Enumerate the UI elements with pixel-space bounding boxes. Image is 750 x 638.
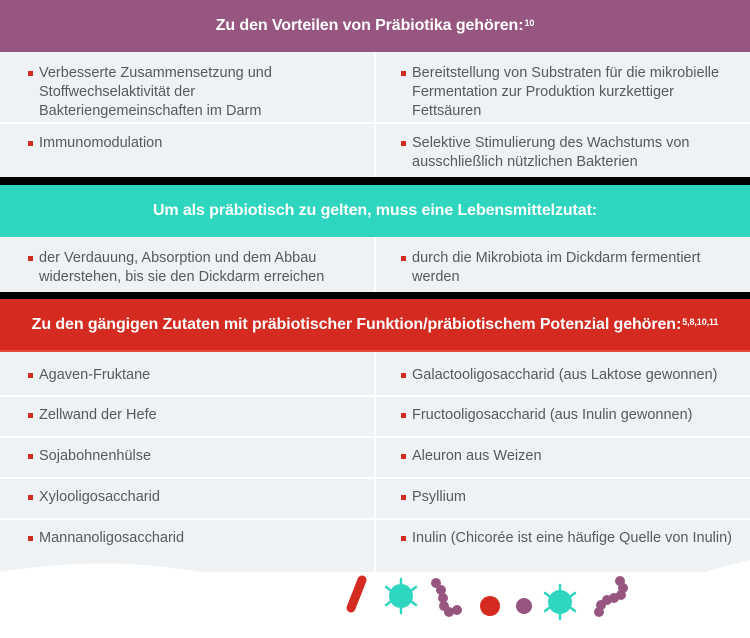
list-item-text: Inulin (Chicorée ist eine häufige Quelle von Inulin) [412,530,732,546]
bullet-icon [401,454,406,459]
bullet-icon [28,413,33,418]
bullet-icon [401,413,406,418]
table-row [0,124,750,177]
list-item-text: der Verdauung, Absorption und dem Abbau widerstehen, bis sie den Dickdarm erreichen [39,250,325,285]
footnote-ref: 5,8,10,11 [682,316,719,327]
benefits-table [0,52,750,177]
table-row [0,237,750,292]
list-item-text: Sojabohnenhülse [39,448,152,464]
ingredients-table [0,352,750,572]
bullet-icon [401,495,406,500]
bullet-icon [401,71,406,76]
list-item [412,134,732,172]
list-item-text: Verbesserte Zusammensetzung und Stoffwechselaktivität der Bakteriengemeinschaften im Darm [39,65,272,119]
section-header-benefits [0,0,750,52]
list-item [412,366,732,385]
table-row [0,397,750,436]
bullet-icon [401,256,406,261]
list-item [412,406,732,425]
list-item-text: Selektive Stimulierung des Wachstums von ausschließlich nützlichen Bakterien [412,135,690,170]
chain-bacterium-icon [594,576,628,617]
list-item-text: durch die Mikrobiota im Dickdarm fermentiert werden [412,250,701,285]
list-item [39,249,359,287]
list-item [412,64,732,121]
list-item-text: Psyllium [412,489,466,505]
section-header-ingredients [0,299,750,352]
list-item-text: Agaven-Fruktane [39,367,151,383]
chain-bacterium-icon [431,578,462,617]
coccus-purple-icon [516,598,532,614]
list-item [39,134,359,153]
bacteria-illustration [0,540,750,638]
bullet-icon [28,256,33,261]
spiky-virus-icon [545,585,575,619]
footnote-ref: 10 [524,18,535,28]
bullet-icon [401,373,406,378]
rod-bacterium-icon [351,580,362,608]
list-item-text: Mannanoligosaccharid [39,530,185,546]
coccus-red-icon [480,596,500,616]
bullet-icon [28,454,33,459]
spiky-virus-icon [386,579,416,613]
table-row [0,352,750,394]
criteria-table [0,237,750,292]
list-item [39,488,359,507]
list-item [39,447,359,466]
list-item-text: Galactooligosaccharid (aus Laktose gewonnen) [412,367,718,383]
list-item [39,406,359,425]
list-item [412,447,732,466]
list-item-text: Xylooligosaccharid [39,489,160,505]
table-row [0,479,750,518]
bullet-icon [28,141,33,146]
section-title: Zu den Vorteilen von Präbiotika gehören: [215,17,524,34]
section-title: Um als präbiotisch zu gelten, muss eine Lebensmittelzutat: [152,202,598,219]
table-row [0,52,750,122]
bullet-icon [28,373,33,378]
list-item [412,488,732,507]
list-item [39,64,359,121]
bullet-icon [28,71,33,76]
section-header-criteria [0,185,750,237]
separator-bar [0,292,750,299]
list-item [412,249,732,287]
bullet-icon [401,141,406,146]
bullet-icon [28,495,33,500]
list-item-text: Zellwand der Hefe [39,407,157,423]
list-item-text: Aleuron aus Weizen [412,448,542,464]
separator-bar [0,177,750,185]
section-title: Zu den gängigen Zutaten mit präbiotischer Funktion/präbiotischem Potenzial gehören: [31,315,682,333]
list-item-text: Fructooligosaccharid (aus Inulin gewonnen) [412,407,693,423]
list-item-text: Immunomodulation [39,135,163,151]
list-item [39,366,359,385]
table-row [0,438,750,477]
list-item-text: Bereitstellung von Substraten für die mikrobielle Fermentation zur Produktion kurzkettiger Fettsäuren [412,65,720,119]
